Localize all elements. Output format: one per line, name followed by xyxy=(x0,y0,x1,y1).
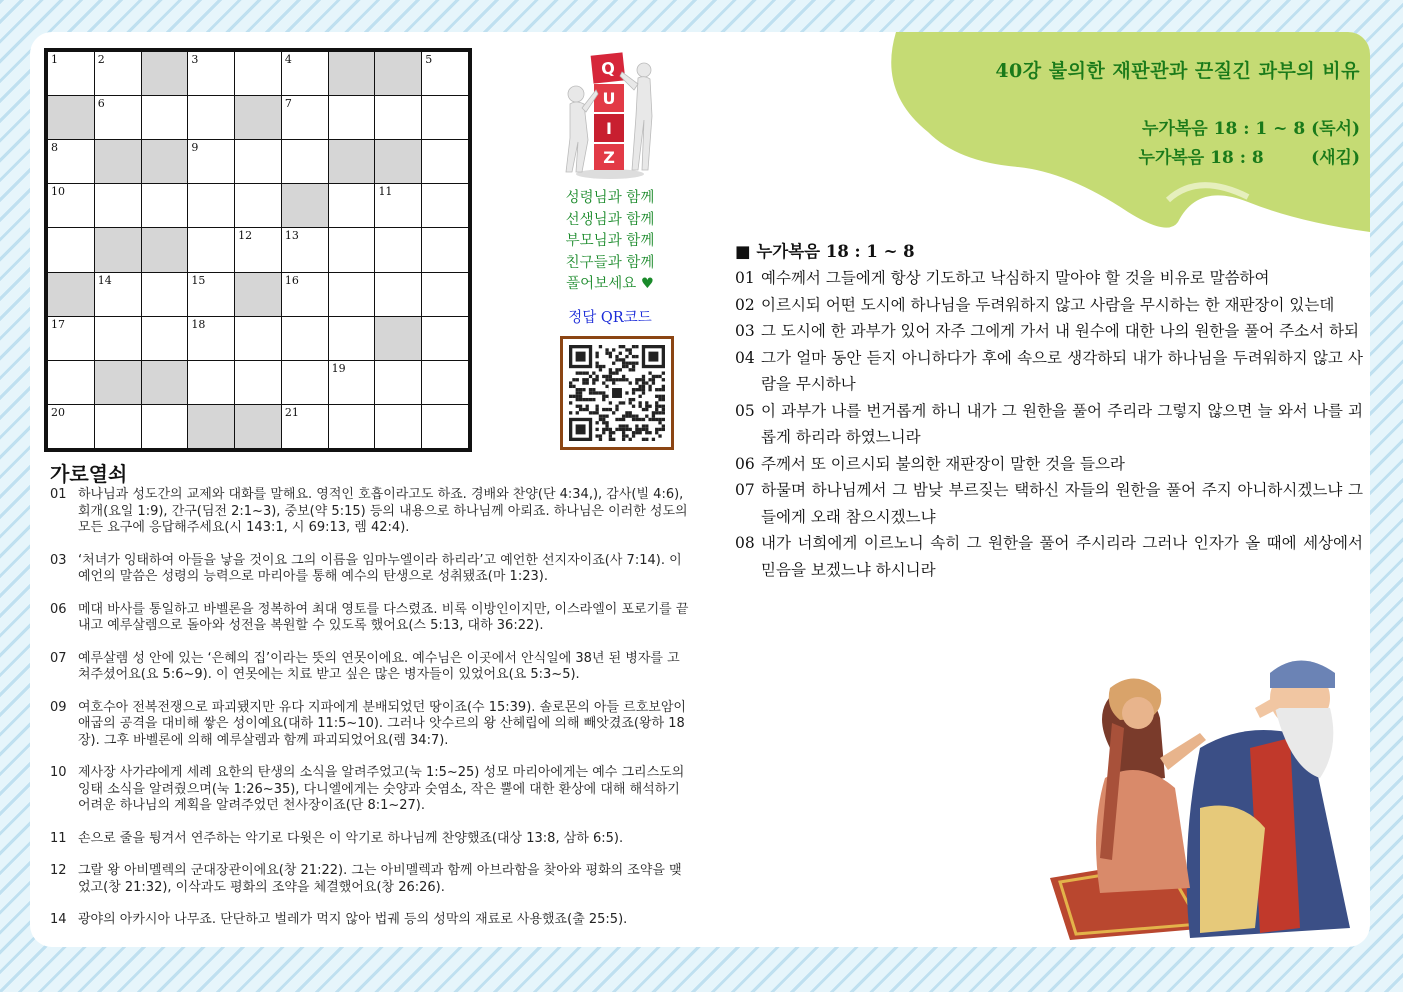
verse-text: 이 과부가 나를 번거롭게 하니 내가 그 원한을 풀어 주리라 그렇지 않으면 늘 와서 나를 괴롭게 하리라 하였느니라 xyxy=(761,401,1363,446)
crossword-cell-number: 9 xyxy=(191,141,199,155)
crossword-cell[interactable] xyxy=(48,405,94,448)
qr-label: 정답 QR코드 xyxy=(568,310,652,326)
crossword-cell[interactable] xyxy=(282,361,328,404)
crossword-cell[interactable] xyxy=(48,317,94,360)
across-clue xyxy=(50,863,690,896)
clue-text: 제사장 사가랴에게 세례 요한의 탄생의 소식을 알려주었고(눅 1:5~25) 성모 마리아에게는 예수 그리스도의 잉태 소식을 알려줬으며(눅 1:26~35), 다니엘에게는 숫양과 숫염소, 작은 뿔에 대한 환상에 대해 해석하기 어려운 하나님의 계획을 알려주었던 천사장이죠(단 8:1~27). xyxy=(78,765,685,813)
crossword-blocked-cell xyxy=(375,52,421,95)
crossword-cell[interactable] xyxy=(48,140,94,183)
crossword-cell-number: 20 xyxy=(51,405,65,419)
clue-text: 하나님과 성도간의 교제와 대화를 말해요. 영적인 호흡이라고도 하죠. 경배와 찬양(단 4:34,), 감사(빌 4:6), 회개(요일 1:9), 간구(딤전 2:1~3), 중보(약 5:15) 등의 내용으로 하나님께 아뢰죠. 하나님은 이러한 성도의 모든 요구에 응답해주세요(시 143:1, 시 69:13, 렘 42:4). xyxy=(78,487,688,535)
crossword-cell[interactable] xyxy=(142,184,188,227)
crossword-blocked-cell xyxy=(142,361,188,404)
clue-number: 10 xyxy=(50,765,67,780)
crossword-cell[interactable] xyxy=(48,52,94,95)
across-clue xyxy=(50,765,690,815)
scripture-verse xyxy=(735,530,1363,583)
crossword-cell[interactable] xyxy=(235,361,281,404)
verse-text: 주께서 또 이르시되 불의한 재판장이 말한 것을 들으라 xyxy=(761,454,1125,473)
crossword-cell[interactable] xyxy=(188,140,234,183)
crossword-blocked-cell xyxy=(329,140,375,183)
crossword-cell[interactable] xyxy=(235,184,281,227)
across-clue xyxy=(50,602,690,635)
quiz-line: 선생님과 함께 xyxy=(565,211,655,228)
reading-reference: 누가복음 18 : 1 ~ 8 (독서) xyxy=(1142,119,1360,139)
crossword-cell-number: 6 xyxy=(97,97,105,111)
scripture-verse xyxy=(735,318,1363,345)
crossword-cell-number: 16 xyxy=(284,273,299,287)
scripture-verse xyxy=(735,398,1363,451)
crossword-blocked-cell xyxy=(282,184,328,227)
crossword-cell-number: 11 xyxy=(378,185,393,199)
crossword-blocked-cell xyxy=(235,405,281,448)
verse-number: 01 xyxy=(735,269,755,287)
clue-number: 06 xyxy=(50,601,67,617)
crossword-cell[interactable] xyxy=(188,184,234,227)
across-clue xyxy=(50,487,690,537)
crossword-cell[interactable] xyxy=(188,52,234,95)
verse-number: 02 xyxy=(735,295,755,314)
crossword-cell-number: 5 xyxy=(425,53,433,66)
scripture-verse xyxy=(735,265,1363,292)
crossword-blocked-cell xyxy=(95,228,141,271)
crossword-cell[interactable] xyxy=(282,96,328,139)
quiz-line: 풀어보세요 ♥ xyxy=(566,276,654,292)
crossword-cell[interactable] xyxy=(375,184,421,227)
across-clue xyxy=(50,912,690,929)
verse-number: 06 xyxy=(735,454,755,473)
crossword-cell[interactable] xyxy=(95,273,141,316)
across-clue xyxy=(50,700,690,750)
crossword-blocked-cell xyxy=(235,273,281,316)
qr-code-icon[interactable] xyxy=(569,345,665,441)
clue-text: ‘처녀가 잉태하여 아들을 낳을 것이요 그의 이름을 임마누엘이라 하리라’고 예언한 선지자이죠(사 7:14). 이 예언의 말씀은 성령의 능력으로 마리아를 통해 예수의 탄생으로 성취됐죠(마 1:23). xyxy=(78,552,682,584)
crossword-blocked-cell xyxy=(142,52,188,95)
clue-number: 09 xyxy=(50,699,67,715)
quiz-line: 친구들과 함께 xyxy=(565,254,655,271)
crossword-cell[interactable] xyxy=(329,361,375,404)
crossword-cell-number: 17 xyxy=(51,317,65,331)
quiz-line: 성령님과 함께 xyxy=(565,190,655,206)
across-clue xyxy=(50,831,690,848)
crossword-cell-number: 1 xyxy=(51,53,58,66)
scripture-verse xyxy=(735,451,1363,478)
crossword-cell[interactable] xyxy=(188,96,234,139)
crossword-blocked-cell xyxy=(142,140,188,183)
crossword-cell[interactable] xyxy=(329,317,375,360)
qr-code-frame[interactable] xyxy=(560,336,674,450)
verse-number: 03 xyxy=(735,322,755,340)
crossword-cell[interactable] xyxy=(48,228,94,271)
crossword-cell[interactable] xyxy=(95,405,141,448)
crossword-cell-number: 21 xyxy=(284,405,299,419)
crossword-cell[interactable] xyxy=(329,273,375,316)
crossword-cell[interactable] xyxy=(422,52,468,95)
verse-number: 07 xyxy=(735,481,755,499)
crossword-cell-number: 8 xyxy=(51,141,58,155)
crossword-cell[interactable] xyxy=(282,405,328,448)
clue-number: 03 xyxy=(50,552,67,568)
crossword-cell[interactable] xyxy=(95,52,141,95)
crossword-cell[interactable] xyxy=(282,140,328,183)
clue-number: 11 xyxy=(50,830,67,846)
crossword-cell-number: 19 xyxy=(331,361,346,375)
crossword-cell[interactable] xyxy=(422,184,468,227)
crossword-cell-number: 7 xyxy=(284,97,292,111)
crossword-cell[interactable] xyxy=(95,317,141,360)
crossword-cell[interactable] xyxy=(375,96,421,139)
verse-text: 그가 얼마 동안 듣지 아니하다가 후에 속으로 생각하되 내가 하나님을 두려워하지 않고 사람을 무시하나 xyxy=(761,348,1363,393)
crossword-cell[interactable] xyxy=(422,228,468,271)
worksheet-page xyxy=(30,32,1370,947)
crossword-blocked-cell xyxy=(329,52,375,95)
clue-number: 01 xyxy=(50,487,67,502)
crossword-cell[interactable] xyxy=(329,405,375,448)
crossword-cell[interactable] xyxy=(48,184,94,227)
crossword-grid[interactable] xyxy=(44,48,472,452)
scripture-verse xyxy=(735,345,1363,398)
crossword-cell[interactable] xyxy=(282,317,328,360)
crossword-cell[interactable] xyxy=(422,405,468,448)
crossword-cell[interactable] xyxy=(142,317,188,360)
crossword-blocked-cell xyxy=(95,140,141,183)
clue-text: 메대 바사를 통일하고 바벨론을 정복하여 최대 영토를 다스렸죠. 비록 이방인이지만, 이스라엘이 포로기를 끝내고 예루살렘으로 돌아와 성전을 복원할 수 있도록 했어요(스 5:13, 대하 36:22). xyxy=(78,601,689,633)
clue-text: 예루살렘 성 안에 있는 ‘은혜의 집’이라는 뜻의 연못이에요. 예수님은 이곳에서 안식일에 38년 된 병자를 고쳐주셨어요(요 5:6~9). 이 연못에는 치료 받고 싶은 많은 병자들이 있었어요(요 5:3~5). xyxy=(78,650,680,682)
crossword-cell[interactable] xyxy=(282,273,328,316)
verse-text: 그 도시에 한 과부가 있어 자주 그에게 가서 내 원수에 대한 나의 원한을 풀어 주소서 하되 xyxy=(761,322,1359,340)
lesson-title: 40강 불의한 재판관과 끈질긴 과부의 비유 xyxy=(995,60,1360,82)
crossword-cell[interactable] xyxy=(235,52,281,95)
crossword-cell[interactable] xyxy=(422,273,468,316)
crossword-cell[interactable] xyxy=(329,96,375,139)
crossword-cell-number: 4 xyxy=(284,53,292,66)
crossword-blocked-cell xyxy=(142,228,188,271)
crossword-cell[interactable] xyxy=(422,317,468,360)
crossword-cell[interactable] xyxy=(188,273,234,316)
crossword-cell[interactable] xyxy=(422,361,468,404)
crossword-cell[interactable] xyxy=(95,184,141,227)
across-clue xyxy=(50,553,690,586)
crossword-blocked-cell xyxy=(48,96,94,139)
verse-text: 하물며 하나님께서 그 밤낮 부르짖는 택하신 자들의 원한을 풀어 주지 아니하시겠느냐 그들에게 오래 참으시겠느냐 xyxy=(761,481,1363,526)
clue-number: 14 xyxy=(50,912,67,927)
scripture-verses xyxy=(735,265,1363,583)
verse-text: 예수께서 그들에게 항상 기도하고 낙심하지 말아야 할 것을 비유로 말씀하여 xyxy=(761,269,1270,287)
clue-text: 광야의 아카시아 나무죠. 단단하고 벌레가 먹지 않아 법궤 등의 성막의 재료로 사용했죠(출 25:5). xyxy=(78,912,628,927)
crossword-cell[interactable] xyxy=(422,96,468,139)
crossword-cell[interactable] xyxy=(142,405,188,448)
quiz-line: 부모님과 함께 xyxy=(565,233,655,249)
crossword-cell[interactable] xyxy=(375,273,421,316)
crossword-blocked-cell xyxy=(95,361,141,404)
crossword-cell[interactable] xyxy=(188,317,234,360)
crossword-cell[interactable] xyxy=(282,228,328,271)
verse-text: 이르시되 어떤 도시에 하나님을 두려워하지 않고 사람을 무시하는 한 재판장이 있는데 xyxy=(761,295,1335,314)
clue-text: 그랄 왕 아비멜렉의 군대장관이에요(창 21:22). 그는 아비멜렉과 함께 아브라함을 찾아와 평화의 조약을 맺었고(창 21:32), 이삭과도 평화의 조약을 체결했어요(창 26:26). xyxy=(78,863,682,895)
verse-number: 08 xyxy=(735,534,755,552)
crossword-cell[interactable] xyxy=(329,228,375,271)
crossword-blocked-cell xyxy=(188,405,234,448)
crossword-cell-number: 14 xyxy=(97,273,112,287)
clue-number: 07 xyxy=(50,650,67,666)
verse-number: 04 xyxy=(735,348,755,367)
crossword-cell-number: 3 xyxy=(191,53,199,66)
quiz-cubes-icon xyxy=(562,50,658,180)
across-clues-list xyxy=(50,487,690,945)
crossword-cell[interactable] xyxy=(235,317,281,360)
crossword-cell[interactable] xyxy=(235,228,281,271)
clue-number: 12 xyxy=(50,863,67,878)
crossword-cell-number: 15 xyxy=(191,273,206,287)
scripture-heading: ■ 누가복음 18 : 1 ~ 8 xyxy=(735,242,915,261)
crossword-blocked-cell xyxy=(48,273,94,316)
crossword-cell[interactable] xyxy=(142,96,188,139)
crossword-cell[interactable] xyxy=(422,140,468,183)
quiz-letter-z: Z xyxy=(603,148,615,167)
crossword-cell[interactable] xyxy=(375,405,421,448)
crossword-cell[interactable] xyxy=(375,361,421,404)
crossword-blocked-cell xyxy=(235,96,281,139)
crossword-cell-number: 10 xyxy=(51,185,65,199)
scripture-verse xyxy=(735,477,1363,530)
crossword-cell[interactable] xyxy=(48,361,94,404)
crossword-cell-number: 2 xyxy=(97,53,105,66)
crossword-cell-number: 18 xyxy=(191,317,206,331)
clue-text: 여호수아 전복전쟁으로 파괴됐지만 유다 지파에게 분배되었던 땅이죠(수 15:39). 솔로몬의 아들 르호보암이 애굽의 공격을 대비해 쌓은 성이예요(대하 11:5~10). 그러나 앗수르의 왕 산헤립에 의해 빼앗겼죠(왕하 18장). 그후 바벨론에 의해 예루살렘과 함께 파괴되었어요(렘 34:7). xyxy=(78,699,686,748)
quiz-encouragement xyxy=(535,188,685,296)
clue-text: 손으로 줄을 튕겨서 연주하는 악기로 다윗은 이 악기로 하나님께 찬양했죠(대상 13:8, 삼하 6:5). xyxy=(78,830,624,846)
crossword-cell-number: 13 xyxy=(284,229,299,243)
crossword-cell[interactable] xyxy=(188,361,234,404)
crossword-cell-number: 12 xyxy=(238,229,253,243)
crossword-blocked-cell xyxy=(375,317,421,360)
scripture-verse xyxy=(735,292,1363,319)
quiz-letter-u: U xyxy=(602,89,616,108)
quiz-letter-i: I xyxy=(606,119,612,138)
memory-reference: 누가복음 18 : 8 (새김) xyxy=(1138,148,1360,168)
crossword-cell[interactable] xyxy=(282,52,328,95)
crossword-cell[interactable] xyxy=(329,184,375,227)
across-clue xyxy=(50,651,690,684)
crossword-cell[interactable] xyxy=(375,228,421,271)
crossword-cell[interactable] xyxy=(235,140,281,183)
quiz-letter-q: Q xyxy=(600,58,616,79)
verse-number: 05 xyxy=(735,401,755,420)
crossword-cell[interactable] xyxy=(188,228,234,271)
crossword-cell[interactable] xyxy=(95,96,141,139)
crossword-cell[interactable] xyxy=(142,273,188,316)
crossword-blocked-cell xyxy=(375,140,421,183)
widow-and-judge-illustration xyxy=(1050,628,1360,940)
verse-text: 내가 너희에게 이르노니 속히 그 원한을 풀어 주시리라 그러나 인자가 올 때에 세상에서 믿음을 보겠느냐 하시니라 xyxy=(761,534,1363,579)
across-clues-title: 가로열쇠 xyxy=(50,462,128,486)
